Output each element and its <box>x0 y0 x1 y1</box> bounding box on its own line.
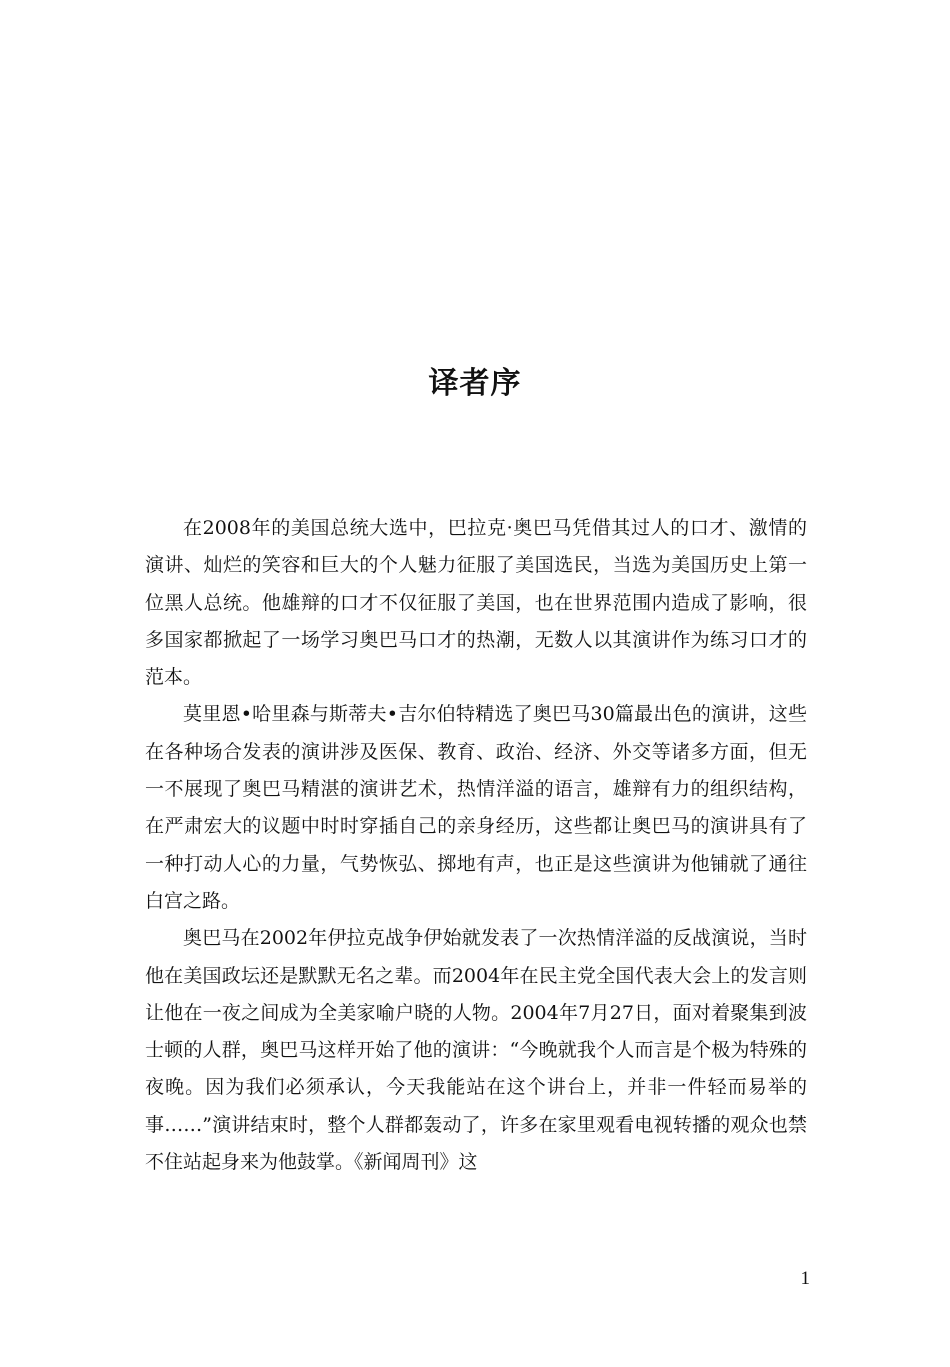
page-title: 译者序 <box>428 366 522 401</box>
paragraph-3: 奥巴马在2002年伊拉克战争伊始就发表了一次热情洋溢的反战演说，当时他在美国政坛还是默默无名之辈。而2004年在民主党全国代表大会上的发言则让他在一夜之间成为全美家喻户晓的人物。2004年7月27日，面对着聚集到波士顿的人群，奥巴马这样开始了他的演讲：“今晚就我个人而言是个极为特殊的夜晚。因为我们必须承认，今天我能站在这个讲台上，并非一件轻而易举的事……”演讲结束时，整个人群都轰动了，许多在家里观看电视转播的观众也禁不住站起身来为他鼓掌。《新闻周刊》这 <box>145 927 807 1174</box>
page-number: 1 <box>800 1268 810 1289</box>
paragraph-2: 莫里恩•哈里森与斯蒂夫•吉尔伯特精选了奥巴马30篇最出色的演讲，这些在各种场合发表的演讲涉及医保、教育、政治、经济、外交等诸多方面，但无一不展现了奥巴马精湛的演讲艺术，热情洋溢的语言，雄辩有力的组织结构，在严肃宏大的议题中时时穿插自己的亲身经历，这些都让奥巴马的演讲具有了一种打动人心的力量，气势恢弘、掷地有声，也正是这些演讲为他铺就了通往白宫之路。 <box>145 703 807 912</box>
paragraph-1: 在2008年的美国总统大选中，巴拉克·奥巴马凭借其过人的口才、激情的演讲、灿烂的笑容和巨大的个人魅力征服了美国选民，当选为美国历史上第一位黑人总统。他雄辩的口才不仅征服了美国，也在世界范围内造成了影响，很多国家都掀起了一场学习奥巴马口才的热潮，无数人以其演讲作为练习口才的范本。 <box>145 517 807 689</box>
body-text <box>145 510 807 1181</box>
